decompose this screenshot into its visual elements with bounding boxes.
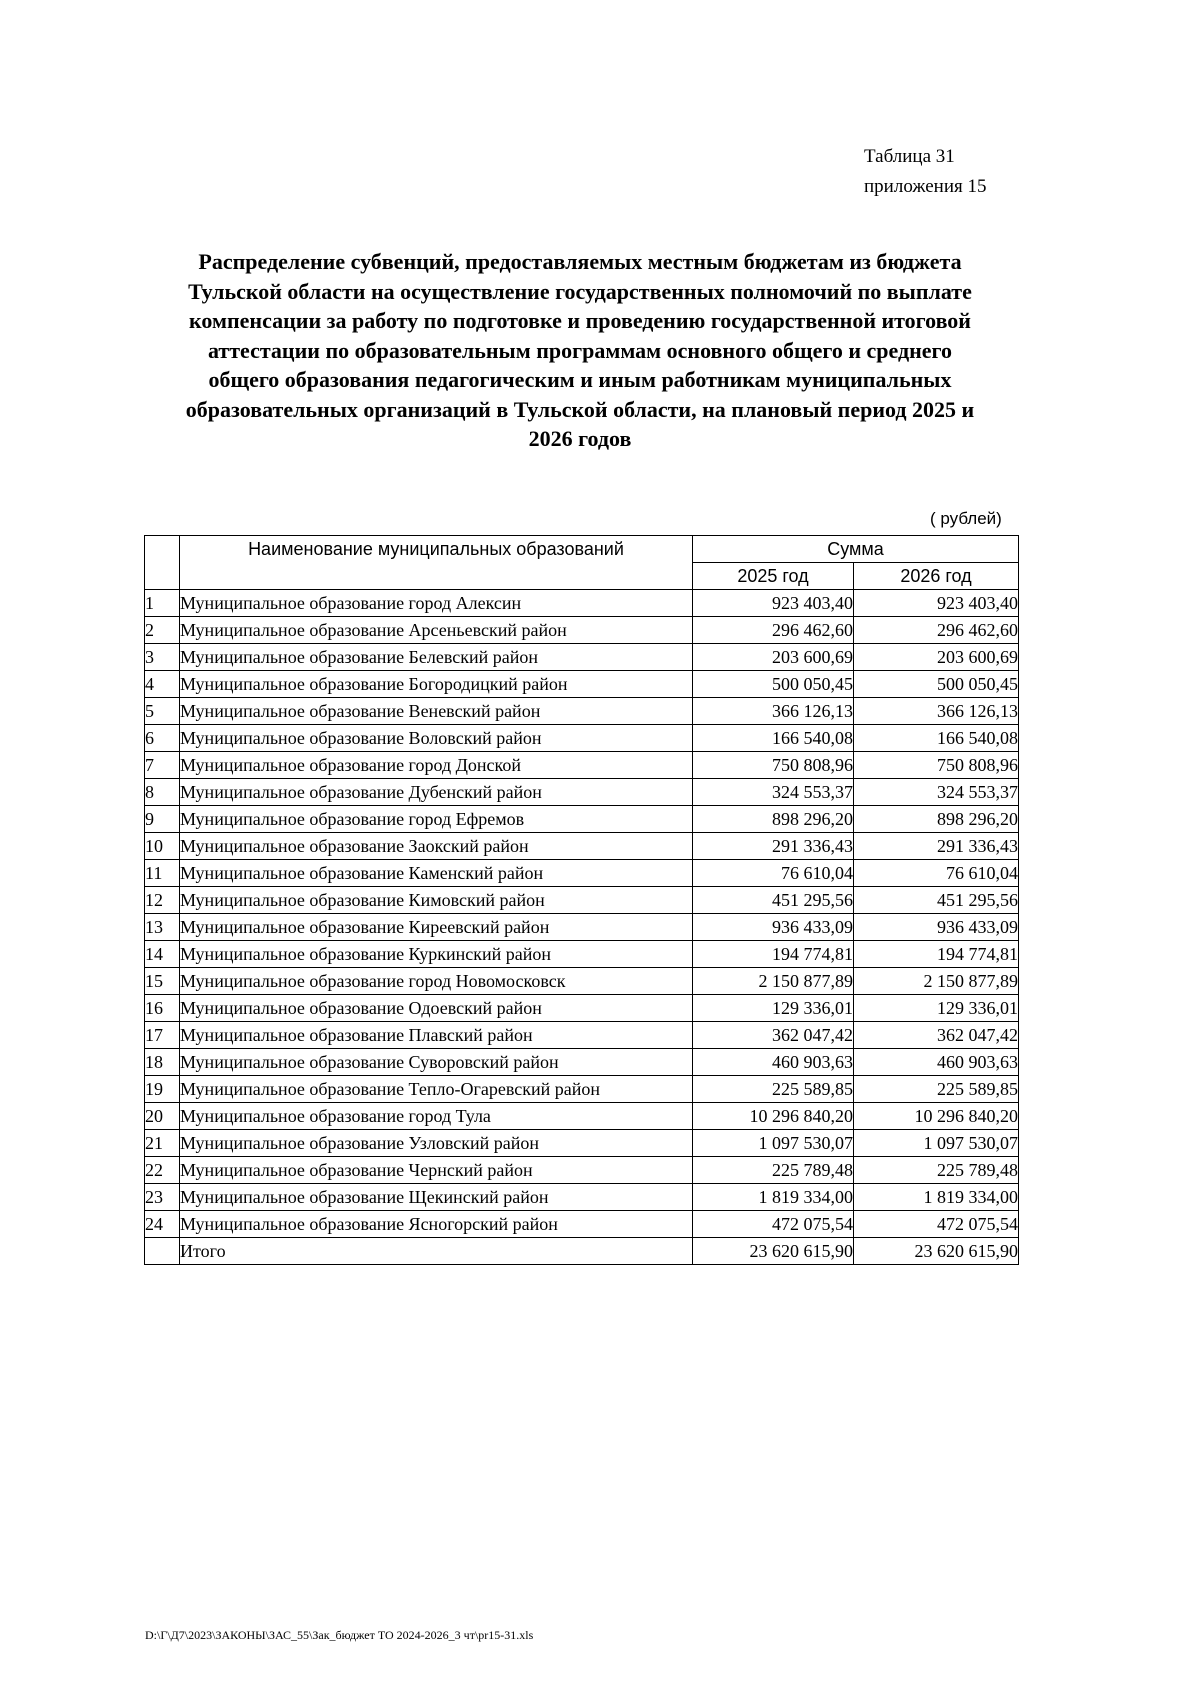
table-reference bbox=[864, 142, 986, 202]
amount-2025: 129 336,01 bbox=[693, 995, 854, 1022]
table-row bbox=[145, 887, 1019, 914]
municipality-name: Муниципальное образование Щекинский район bbox=[180, 1184, 693, 1211]
total-2026: 23 620 615,90 bbox=[854, 1238, 1019, 1265]
table-row bbox=[145, 1211, 1019, 1238]
header-2025-cell: 2025 год bbox=[693, 563, 854, 590]
amount-2026: 923 403,40 bbox=[854, 590, 1019, 617]
municipality-name: Муниципальное образование Куркинский район bbox=[180, 941, 693, 968]
header-2026-cell: 2026 год bbox=[854, 563, 1019, 590]
file-path-footer: D:\Г\Д7\2023\ЗАКОНЫ\ЗАС_55\Зак_бюджет ТО 2024-2026_3 чт\pr15-31.xls bbox=[145, 1628, 534, 1642]
table-row bbox=[145, 833, 1019, 860]
title-line: 2026 годов bbox=[528, 426, 632, 451]
units-label: ( рублей) bbox=[930, 509, 1002, 528]
amount-2026: 296 462,60 bbox=[854, 617, 1019, 644]
amount-2025: 451 295,56 bbox=[693, 887, 854, 914]
amount-2026: 225 789,48 bbox=[854, 1157, 1019, 1184]
amount-2026: 362 047,42 bbox=[854, 1022, 1019, 1049]
row-number: 1 bbox=[145, 590, 180, 617]
amount-2025: 225 589,85 bbox=[693, 1076, 854, 1103]
municipality-name: Муниципальное образование город Тула bbox=[180, 1103, 693, 1130]
table-row bbox=[145, 1103, 1019, 1130]
row-number: 12 bbox=[145, 887, 180, 914]
amount-2025: 194 774,81 bbox=[693, 941, 854, 968]
municipality-name: Муниципальное образование Одоевский район bbox=[180, 995, 693, 1022]
table-row bbox=[145, 1130, 1019, 1157]
amount-2026: 225 589,85 bbox=[854, 1076, 1019, 1103]
amount-2025: 225 789,48 bbox=[693, 1157, 854, 1184]
amount-2025: 460 903,63 bbox=[693, 1049, 854, 1076]
municipality-name: Муниципальное образование город Ефремов bbox=[180, 806, 693, 833]
appendix-number: приложения 15 bbox=[864, 176, 987, 197]
amount-2026: 750 808,96 bbox=[854, 752, 1019, 779]
amount-2025: 362 047,42 bbox=[693, 1022, 854, 1049]
row-number: 14 bbox=[145, 941, 180, 968]
table-body bbox=[145, 590, 1019, 1265]
municipality-name: Муниципальное образование Богородицкий район bbox=[180, 671, 693, 698]
amount-2025: 472 075,54 bbox=[693, 1211, 854, 1238]
amount-2026: 366 126,13 bbox=[854, 698, 1019, 725]
table-row bbox=[145, 590, 1019, 617]
municipality-name: Муниципальное образование Заокский район bbox=[180, 833, 693, 860]
table-row bbox=[145, 1076, 1019, 1103]
table-number: Таблица 31 bbox=[864, 146, 955, 167]
amount-2025: 1 097 530,07 bbox=[693, 1130, 854, 1157]
row-number: 2 bbox=[145, 617, 180, 644]
row-number: 6 bbox=[145, 725, 180, 752]
title-line: Распределение субвенций, предоставляемых местным бюджетам из бюджета bbox=[198, 249, 962, 274]
row-number: 21 bbox=[145, 1130, 180, 1157]
row-number: 5 bbox=[145, 698, 180, 725]
table-row bbox=[145, 1184, 1019, 1211]
table-row bbox=[145, 968, 1019, 995]
amount-2026: 898 296,20 bbox=[854, 806, 1019, 833]
title-line: аттестации по образовательным программам основного общего и среднего bbox=[208, 337, 952, 363]
header-number-cell bbox=[145, 536, 180, 590]
row-number: 9 bbox=[145, 806, 180, 833]
amount-2026: 166 540,08 bbox=[854, 725, 1019, 752]
amount-2026: 203 600,69 bbox=[854, 644, 1019, 671]
amount-2026: 1 819 334,00 bbox=[854, 1184, 1019, 1211]
row-number: 3 bbox=[145, 644, 180, 671]
row-number: 18 bbox=[145, 1049, 180, 1076]
table-row bbox=[145, 725, 1019, 752]
row-number: 13 bbox=[145, 914, 180, 941]
municipality-name: Муниципальное образование Чернский район bbox=[180, 1157, 693, 1184]
amount-2025: 500 050,45 bbox=[693, 671, 854, 698]
title-line: образовательных организаций в Тульской области, на плановый период 2025 и bbox=[185, 396, 975, 422]
row-number: 19 bbox=[145, 1076, 180, 1103]
table-row bbox=[145, 752, 1019, 779]
municipality-name: Муниципальное образование Дубенский район bbox=[180, 779, 693, 806]
table-row bbox=[145, 671, 1019, 698]
table-row bbox=[145, 860, 1019, 887]
amount-2025: 923 403,40 bbox=[693, 590, 854, 617]
header-name-cell: Наименование муниципальных образований bbox=[180, 536, 693, 590]
amount-2026: 460 903,63 bbox=[854, 1049, 1019, 1076]
row-number: 17 bbox=[145, 1022, 180, 1049]
amount-2025: 10 296 840,20 bbox=[693, 1103, 854, 1130]
municipality-name: Муниципальное образование Веневский район bbox=[180, 698, 693, 725]
amount-2026: 194 774,81 bbox=[854, 941, 1019, 968]
table-row bbox=[145, 644, 1019, 671]
amount-2026: 1 097 530,07 bbox=[854, 1130, 1019, 1157]
row-number: 20 bbox=[145, 1103, 180, 1130]
amount-2025: 296 462,60 bbox=[693, 617, 854, 644]
amount-2026: 472 075,54 bbox=[854, 1211, 1019, 1238]
row-number: 23 bbox=[145, 1184, 180, 1211]
table-row bbox=[145, 914, 1019, 941]
row-number: 4 bbox=[145, 671, 180, 698]
title-line: компенсации за работу по подготовке и проведению государственной итоговой bbox=[189, 308, 971, 333]
municipality-name: Муниципальное образование Воловский район bbox=[180, 725, 693, 752]
amount-2025: 166 540,08 bbox=[693, 725, 854, 752]
table-row bbox=[145, 995, 1019, 1022]
table-row bbox=[145, 1022, 1019, 1049]
amount-2025: 324 553,37 bbox=[693, 779, 854, 806]
municipality-name: Муниципальное образование Узловский район bbox=[180, 1130, 693, 1157]
amount-2026: 451 295,56 bbox=[854, 887, 1019, 914]
table-row bbox=[145, 617, 1019, 644]
amount-2026: 10 296 840,20 bbox=[854, 1103, 1019, 1130]
row-number: 22 bbox=[145, 1157, 180, 1184]
title-line: Тульской области на осуществление государственных полномочий по выплате bbox=[188, 278, 972, 304]
row-number: 15 bbox=[145, 968, 180, 995]
header-sum-cell: Сумма bbox=[693, 536, 1019, 563]
municipality-name: Муниципальное образование Плавский район bbox=[180, 1022, 693, 1049]
amount-2026: 936 433,09 bbox=[854, 914, 1019, 941]
amount-2026: 2 150 877,89 bbox=[854, 968, 1019, 995]
table-row bbox=[145, 806, 1019, 833]
row-number: 8 bbox=[145, 779, 180, 806]
amount-2026: 500 050,45 bbox=[854, 671, 1019, 698]
amount-2025: 1 819 334,00 bbox=[693, 1184, 854, 1211]
amount-2026: 291 336,43 bbox=[854, 833, 1019, 860]
total-label: Итого bbox=[180, 1238, 693, 1265]
municipality-name: Муниципальное образование Белевский район bbox=[180, 644, 693, 671]
table-header-row bbox=[145, 536, 1019, 563]
table-row bbox=[145, 779, 1019, 806]
municipality-name: Муниципальное образование город Донской bbox=[180, 752, 693, 779]
row-number: 7 bbox=[145, 752, 180, 779]
municipality-name: Муниципальное образование город Новомосковск bbox=[180, 968, 693, 995]
total-number-cell bbox=[145, 1238, 180, 1265]
municipality-name: Муниципальное образование Тепло-Огаревский район bbox=[180, 1076, 693, 1103]
municipality-name: Муниципальное образование Киреевский район bbox=[180, 914, 693, 941]
amount-2025: 898 296,20 bbox=[693, 806, 854, 833]
table-row bbox=[145, 941, 1019, 968]
title-line: общего образования педагогическим и иным работникам муниципальных bbox=[208, 367, 952, 392]
amount-2026: 129 336,01 bbox=[854, 995, 1019, 1022]
total-2025: 23 620 615,90 bbox=[693, 1238, 854, 1265]
municipality-name: Муниципальное образование Суворовский район bbox=[180, 1049, 693, 1076]
total-row bbox=[145, 1238, 1019, 1265]
amount-2025: 750 808,96 bbox=[693, 752, 854, 779]
amount-2025: 2 150 877,89 bbox=[693, 968, 854, 995]
row-number: 16 bbox=[145, 995, 180, 1022]
municipality-name: Муниципальное образование Арсеньевский район bbox=[180, 617, 693, 644]
amount-2025: 203 600,69 bbox=[693, 644, 854, 671]
amount-2026: 76 610,04 bbox=[854, 860, 1019, 887]
amount-2025: 291 336,43 bbox=[693, 833, 854, 860]
amount-2025: 936 433,09 bbox=[693, 914, 854, 941]
municipality-name: Муниципальное образование Ясногорский район bbox=[180, 1211, 693, 1238]
amount-2025: 76 610,04 bbox=[693, 860, 854, 887]
municipality-name: Муниципальное образование Кимовский район bbox=[180, 887, 693, 914]
table-row bbox=[145, 1157, 1019, 1184]
row-number: 10 bbox=[145, 833, 180, 860]
row-number: 11 bbox=[145, 860, 180, 887]
table-row bbox=[145, 1049, 1019, 1076]
table-row bbox=[145, 698, 1019, 725]
municipality-name: Муниципальное образование Каменский район bbox=[180, 860, 693, 887]
amount-2025: 366 126,13 bbox=[693, 698, 854, 725]
document-title bbox=[140, 247, 1020, 454]
row-number: 24 bbox=[145, 1211, 180, 1238]
subsidy-table bbox=[144, 535, 1019, 1265]
amount-2026: 324 553,37 bbox=[854, 779, 1019, 806]
municipality-name: Муниципальное образование город Алексин bbox=[180, 590, 693, 617]
